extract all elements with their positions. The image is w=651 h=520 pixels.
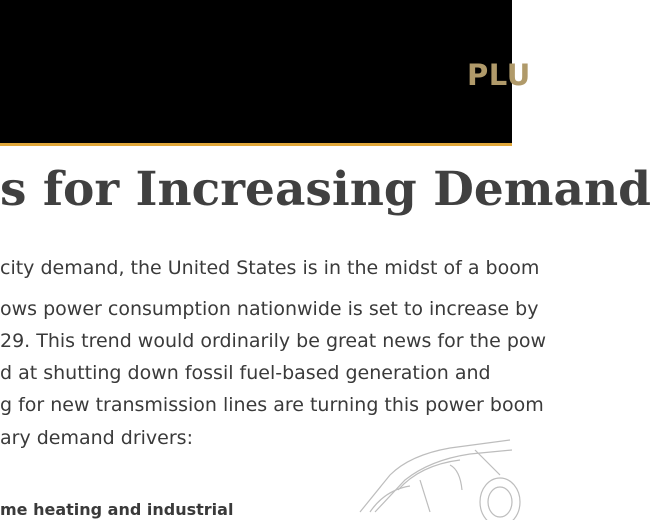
article-title: s for Increasing Demand [0, 162, 651, 217]
car-illustration-icon [350, 420, 512, 512]
body-line: 29. This trend would ordinarily be great news for the pow [0, 330, 547, 352]
body-line: ows power consumption nationwide is set to increase by [0, 298, 539, 320]
list-item-partial: me heating and industrial [0, 500, 234, 519]
body-line: ary demand drivers: [0, 427, 193, 449]
site-header [0, 0, 531, 143]
body-line: city demand, the United States is in the midst of a boom [0, 257, 540, 279]
brand-logo-text[interactable]: PLU [467, 58, 531, 92]
body-line: d at shutting down fossil fuel-based generation and [0, 362, 491, 384]
header-accent-bar [0, 143, 512, 146]
body-line: g for new transmission lines are turning this power boom [0, 394, 544, 416]
